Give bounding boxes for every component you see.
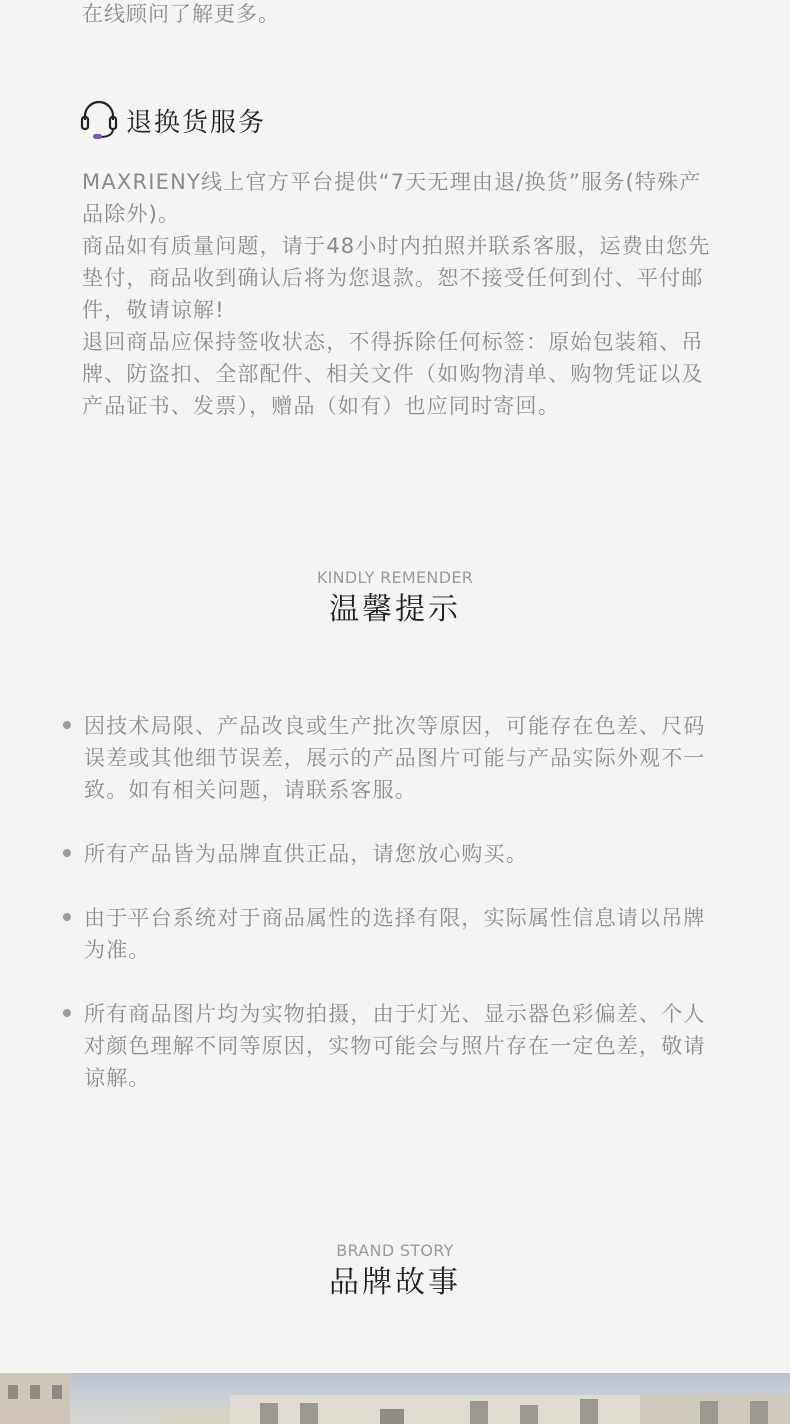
reminder-item-text: 由于平台系统对于商品属性的选择有限，实际属性信息请以吊牌为准。	[84, 906, 706, 962]
building-illustration	[0, 1373, 790, 1424]
reminder-item-text: 所有商品图片均为实物拍摄，由于灯光、显示器色彩偏差、个人对颜色理解不同等原因，实物可能会与照片存在一定色差，敬请谅解。	[84, 1002, 706, 1090]
return-paragraph: 商品如有质量问题，请于48小时内拍照并联系客服，运费由您先垫付，商品收到确认后将为您退款。恕不接受任何到付、平付邮件，敬请谅解!	[82, 234, 711, 322]
return-policy-text	[82, 166, 722, 422]
bullet-icon	[63, 721, 71, 729]
brand-photo	[0, 1373, 790, 1424]
brand-zh-title: 品牌故事	[329, 1265, 461, 1300]
return-paragraph: MAXRIENY线上官方平台提供“7天无理由退/换货”服务(特殊产品除外)。	[82, 170, 702, 226]
list-item	[60, 710, 720, 806]
brand-en-title: BRAND STORY	[336, 1241, 454, 1260]
return-paragraph: 退回商品应保持签收状态，不得拆除任何标签：原始包装箱、吊牌、防盗扣、全部配件、相关文件（如购物清单、购物凭证以及产品证书、发票），赠品（如有）也应同时寄回。	[82, 330, 704, 418]
return-section-header	[80, 97, 266, 143]
reminder-zh-title: 温馨提示	[329, 592, 461, 627]
consultant-note: 在线顾问了解更多。	[82, 2, 280, 26]
return-section-title: 退换货服务	[126, 107, 267, 138]
list-item	[60, 902, 720, 966]
list-item	[60, 838, 528, 870]
headset-icon	[80, 98, 118, 142]
reminder-heading	[0, 568, 790, 630]
bullet-icon	[63, 913, 71, 921]
bullet-icon	[63, 1009, 71, 1017]
brand-heading	[0, 1241, 790, 1303]
reminder-en-title: KINDLY REMENDER	[316, 568, 474, 587]
bullet-icon	[63, 849, 71, 857]
reminder-item-text: 因技术局限、产品改良或生产批次等原因，可能存在色差、尺码误差或其他细节误差，展示的产品图片可能与产品实际外观不一致。如有相关问题，请联系客服。	[84, 714, 706, 802]
list-item	[60, 998, 720, 1094]
reminder-item-text: 所有产品皆为品牌直供正品，请您放心购买。	[84, 842, 528, 866]
